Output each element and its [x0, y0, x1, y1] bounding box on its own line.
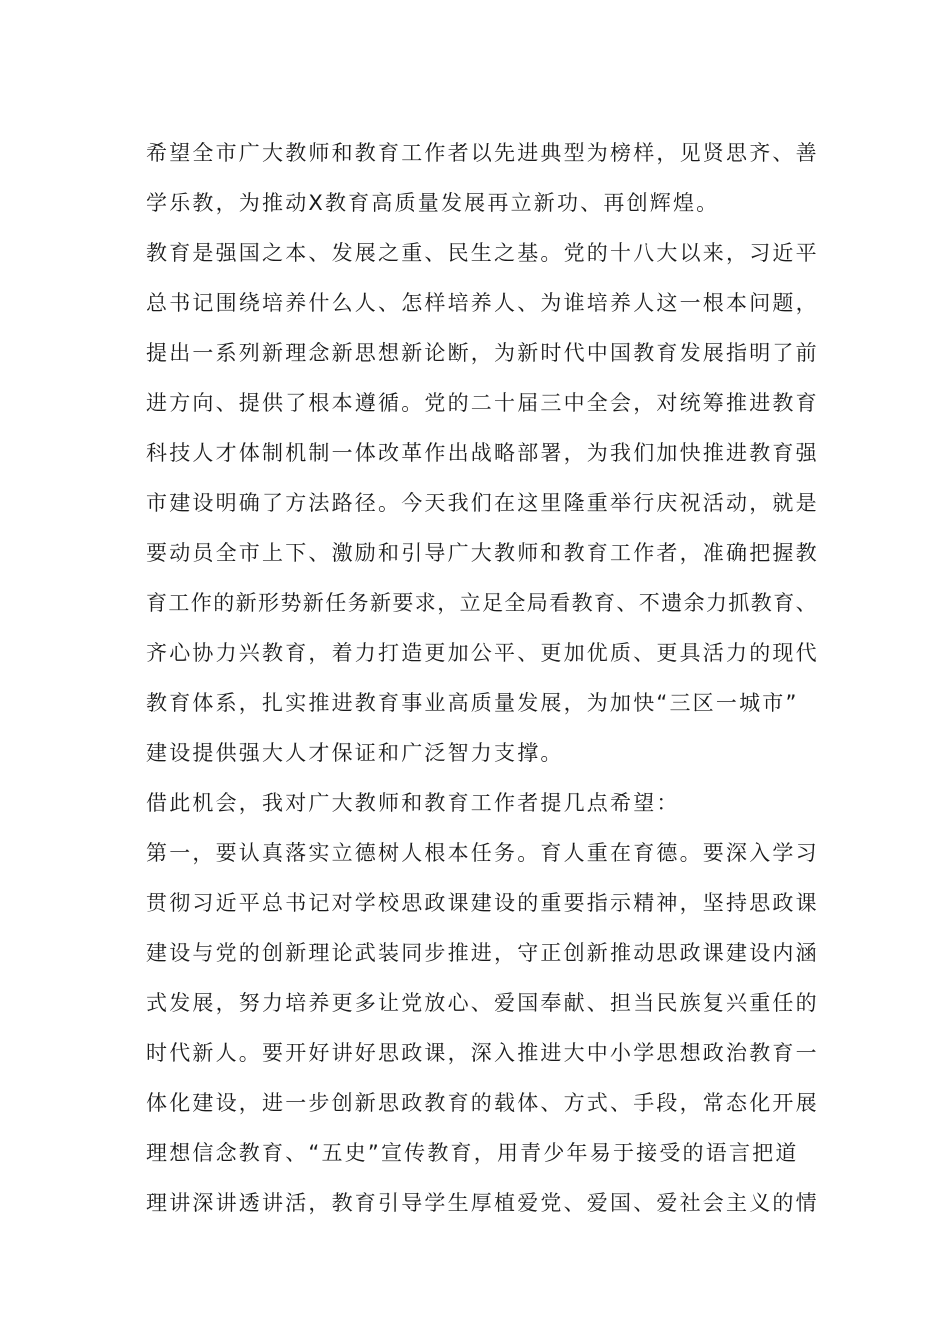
- text-line: 科技人才体制机制一体改革作出战略部署，为我们加快推进教育强: [146, 441, 819, 465]
- text-line: 理讲深讲透讲活，教育引导学生厚植爱党、爱国、爱社会主义的情: [146, 1191, 819, 1215]
- text-line: 总书记围绕培养什么人、怎样培养人、为谁培养人这一根本问题，: [146, 291, 819, 315]
- text-line: 式发展，努力培养更多让党放心、爱国奉献、担当民族复兴重任的: [146, 991, 819, 1015]
- text-line: 理想信念教育、“五史”宣传教育，用青少年易于接受的语言把道: [146, 1141, 799, 1165]
- text-line: 体化建设，进一步创新思政教育的载体、方式、手段，常态化开展: [146, 1091, 819, 1115]
- text-line: 借此机会，我对广大教师和教育工作者提几点希望：: [146, 791, 680, 815]
- text-line: 市建设明确了方法路径。今天我们在这里隆重举行庆祝活动，就是: [146, 491, 819, 515]
- document-body: [146, 128, 836, 1228]
- text-line: 育工作的新形势新任务新要求，立足全局看教育、不遗余力抓教育、: [146, 591, 818, 615]
- text-line: 要动员全市上下、激励和引导广大教师和教育工作者，准确把握教: [146, 541, 819, 565]
- text-line: 建设与党的创新理论武装同步推进，守正创新推动思政课建设内涵: [146, 941, 819, 965]
- text-line: 贯彻习近平总书记对学校思政课建设的重要指示精神，坚持思政课: [146, 891, 819, 915]
- text-line: 教育体系，扎实推进教育事业高质量发展，为加快“三区一城市”: [146, 691, 799, 715]
- text-line: 进方向、提供了根本遵循。党的二十届三中全会，对统筹推进教育: [146, 391, 819, 415]
- text-line: 学乐教，为推动X教育高质量发展再立新功、再创辉煌。: [146, 191, 720, 215]
- text-line: 时代新人。要开好讲好思政课，深入推进大中小学思想政治教育一: [146, 1041, 819, 1065]
- text-line: 齐心协力兴教育，着力打造更加公平、更加优质、更具活力的现代: [146, 641, 819, 665]
- text-line: 建设提供强大人才保证和广泛智力支撑。: [146, 741, 564, 765]
- text-line: 教育是强国之本、发展之重、民生之基。党的十八大以来，习近平: [146, 241, 819, 265]
- text-line: 提出一系列新理念新思想新论断，为新时代中国教育发展指明了前: [146, 341, 819, 365]
- text-line: 希望全市广大教师和教育工作者以先进典型为榜样，见贤思齐、善: [146, 141, 819, 165]
- text-line: 第一，要认真落实立德树人根本任务。育人重在育德。要深入学习: [146, 841, 819, 865]
